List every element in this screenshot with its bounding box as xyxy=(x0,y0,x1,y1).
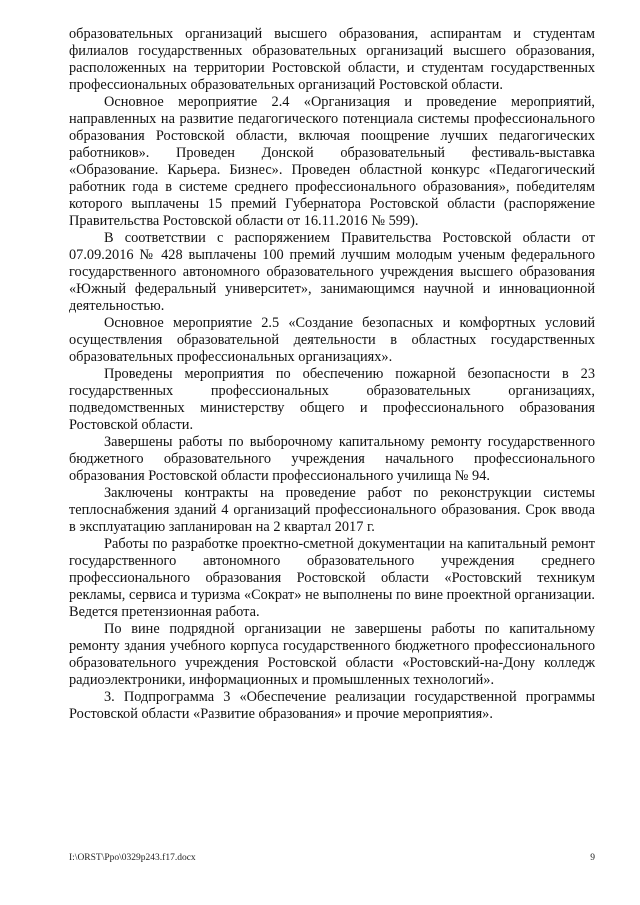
paragraph-measure-2-4: Основное мероприятие 2.4 «Организация и проведение мероприятий, направленных на развитие педагогического потенциала системы профессионального образования Ростовской области, включая поощрение лучших педагогических работников». Проведен Донской образовательный фестиваль-выставка «Образование. Карьера. Бизнес». Проведен областной конкурс «Педагогический работник года в системе среднего профессионального образования», победителям которого выплачены 15 премий Губернатора Ростовской области (распоряжение Правительства Ростовской области от 16.11.2016 № 599). xyxy=(69,94,595,229)
paragraph-heating-contracts: Заключены контракты на проведение работ по реконструкции системы теплоснабжения зданий 4 организаций профессионального образования. Срок ввода в эксплуатацию запланирован на 2 квартал 2017 г. xyxy=(69,485,595,535)
paragraph-subprogram-3: 3. Подпрограмма 3 «Обеспечение реализации государственной программы Ростовской области «Развитие образования» и прочие мероприятия». xyxy=(69,689,595,722)
paragraph-young-scientists-awards: В соответствии с распоряжением Правительства Ростовской области от 07.09.2016 № 428 выплачены 100 премий лучшим молодым ученым федерального государственного автономного образовательного учреждения высшего образования «Южный федеральный университет», занимающимся научной и инновационной деятельностью. xyxy=(69,230,595,314)
paragraph-continuation: образовательных организаций высшего образования, аспирантам и студентам филиалов государственных образовательных организаций высшего образования, расположенных на территории Ростовской области, и студентам государственных профессиональных образовательных организаций Ростовской области. xyxy=(69,26,595,93)
paragraph-measure-2-5: Основное мероприятие 2.5 «Создание безопасных и комфортных условий осуществления образовательной деятельности в областных государственных образовательных профессиональных организациях». xyxy=(69,315,595,365)
page-footer xyxy=(69,853,595,867)
document-page xyxy=(69,26,595,723)
paragraph-fire-safety: Проведены мероприятия по обеспечению пожарной безопасности в 23 государственных профессиональных образовательных организациях, подведомственных министерству общего и профессионального образования Ростовской области. xyxy=(69,366,595,433)
footer-file-path: I:\ORST\Ppo\0329p243.f17.docx xyxy=(69,853,196,863)
page-number: 9 xyxy=(590,853,595,863)
paragraph-design-documentation: Работы по разработке проектно-сметной документации на капитальный ремонт государственного автономного образовательного учреждения среднего профессионального образования Ростовской области «Ростовский техникум рекламы, сервиса и туризма «Сократ» не выполнены по вине проектной организации. Ведется претензионная работа. xyxy=(69,536,595,620)
paragraph-contractor-fault: По вине подрядной организации не завершены работы по капитальному ремонту здания учебного корпуса государственного бюджетного профессионального образовательного учреждения Ростовской области «Ростовский-на-Дону колледж радиоэлектроники, информационных и промышленных технологий». xyxy=(69,621,595,688)
paragraph-capital-repair-94: Завершены работы по выборочному капитальному ремонту государственного бюджетного образовательного учреждения начального профессионального образования Ростовской области профессионального училища № 94. xyxy=(69,434,595,484)
